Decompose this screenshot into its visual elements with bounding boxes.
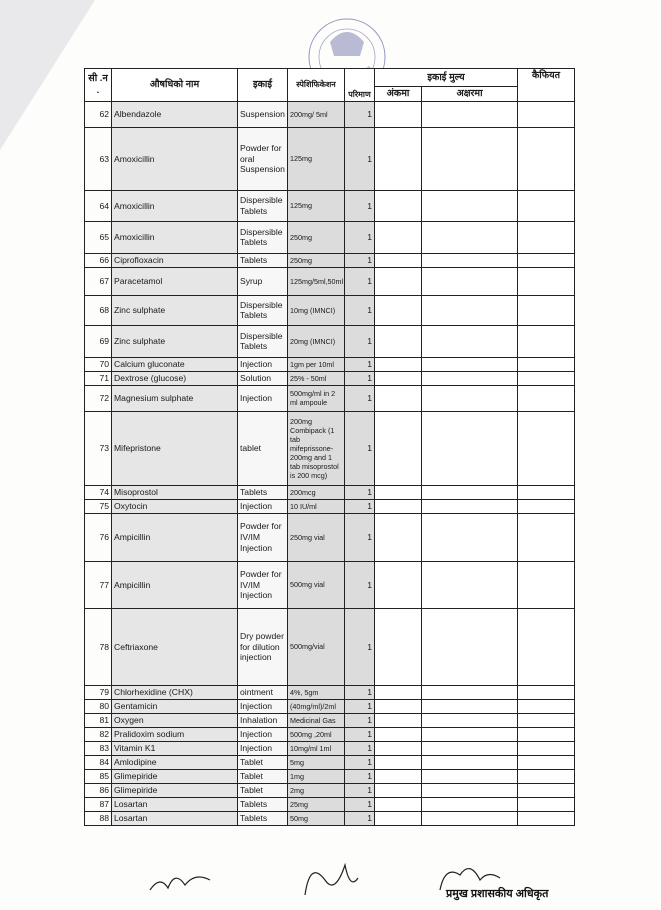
row-sn: 82 — [85, 727, 112, 741]
table-row — [85, 513, 575, 561]
header-spec: स्पेशिफिकेशन — [288, 69, 345, 102]
row-in-figures — [375, 769, 422, 783]
row-remarks — [518, 783, 575, 797]
row-remarks — [518, 811, 575, 825]
row-in-words — [422, 190, 518, 221]
row-in-words — [422, 741, 518, 755]
row-unit: Injection — [238, 499, 288, 513]
table-row — [85, 485, 575, 499]
row-sn: 69 — [85, 325, 112, 357]
row-name: Gentamicin — [112, 699, 238, 713]
row-sn: 88 — [85, 811, 112, 825]
officer-stamp-text: प्रमुख प्रशासकीय अधिकृत — [446, 888, 549, 900]
row-qty: 1 — [345, 755, 375, 769]
row-sn: 77 — [85, 561, 112, 608]
header-unit: इकाई — [238, 69, 288, 102]
row-qty: 1 — [345, 769, 375, 783]
row-spec: 25mg — [288, 797, 345, 811]
row-remarks — [518, 411, 575, 485]
row-sn: 64 — [85, 190, 112, 221]
row-in-figures — [375, 253, 422, 267]
row-qty: 1 — [345, 783, 375, 797]
row-remarks — [518, 699, 575, 713]
table-row — [85, 741, 575, 755]
row-unit: Suspension — [238, 101, 288, 127]
row-name: Oxygen — [112, 713, 238, 727]
row-remarks — [518, 325, 575, 357]
row-unit: Tablets — [238, 797, 288, 811]
row-remarks — [518, 797, 575, 811]
row-sn: 83 — [85, 741, 112, 755]
row-sn: 66 — [85, 253, 112, 267]
row-name: Losartan — [112, 811, 238, 825]
row-spec: 4%, 5gm — [288, 685, 345, 699]
table-row — [85, 267, 575, 295]
row-in-figures — [375, 755, 422, 769]
row-in-figures — [375, 513, 422, 561]
row-remarks — [518, 727, 575, 741]
row-qty: 1 — [345, 253, 375, 267]
table-row — [85, 295, 575, 325]
header-in-words: अक्षरमा — [422, 87, 518, 102]
row-spec: 1mg — [288, 769, 345, 783]
row-sn: 76 — [85, 513, 112, 561]
row-qty: 1 — [345, 221, 375, 253]
row-name: Dextrose (glucose) — [112, 371, 238, 385]
row-spec: 2mg — [288, 783, 345, 797]
row-sn: 70 — [85, 357, 112, 371]
row-spec: 200mg/ 5ml — [288, 101, 345, 127]
table-row — [85, 811, 575, 825]
row-in-figures — [375, 699, 422, 713]
table-row — [85, 253, 575, 267]
row-sn: 67 — [85, 267, 112, 295]
row-in-words — [422, 713, 518, 727]
row-qty: 1 — [345, 485, 375, 499]
row-remarks — [518, 769, 575, 783]
row-remarks — [518, 561, 575, 608]
medicine-table — [84, 68, 575, 826]
row-name: Chlorhexidine (CHX) — [112, 685, 238, 699]
row-spec: 250mg — [288, 221, 345, 253]
row-in-words — [422, 267, 518, 295]
row-in-figures — [375, 371, 422, 385]
row-spec: 500mg/ml in 2 ml ampoule — [288, 385, 345, 411]
row-remarks — [518, 295, 575, 325]
row-name: Amoxicillin — [112, 127, 238, 190]
row-spec: (40mg/ml)/2ml — [288, 699, 345, 713]
row-sn: 74 — [85, 485, 112, 499]
row-unit: Tablet — [238, 769, 288, 783]
row-in-figures — [375, 295, 422, 325]
row-qty: 1 — [345, 267, 375, 295]
table-row — [85, 727, 575, 741]
row-name: Paracetamol — [112, 267, 238, 295]
row-spec: 125mg — [288, 127, 345, 190]
row-in-words — [422, 325, 518, 357]
row-in-words — [422, 485, 518, 499]
row-in-figures — [375, 485, 422, 499]
row-in-figures — [375, 811, 422, 825]
table-row — [85, 411, 575, 485]
row-in-figures — [375, 727, 422, 741]
row-qty: 1 — [345, 295, 375, 325]
row-sn: 85 — [85, 769, 112, 783]
row-unit: Tablets — [238, 811, 288, 825]
row-name: Calcium gluconate — [112, 357, 238, 371]
row-sn: 81 — [85, 713, 112, 727]
row-sn: 75 — [85, 499, 112, 513]
row-in-words — [422, 253, 518, 267]
row-unit: Powder for oral Suspension — [238, 127, 288, 190]
row-qty: 1 — [345, 685, 375, 699]
table-row — [85, 769, 575, 783]
row-in-figures — [375, 561, 422, 608]
row-sn: 80 — [85, 699, 112, 713]
row-in-words — [422, 769, 518, 783]
row-remarks — [518, 101, 575, 127]
row-unit: Injection — [238, 741, 288, 755]
row-in-figures — [375, 741, 422, 755]
row-remarks — [518, 253, 575, 267]
row-name: Ciprofloxacin — [112, 253, 238, 267]
row-qty: 1 — [345, 371, 375, 385]
row-sn: 65 — [85, 221, 112, 253]
table-row — [85, 499, 575, 513]
row-name: Oxytocin — [112, 499, 238, 513]
table-row — [85, 127, 575, 190]
row-in-figures — [375, 190, 422, 221]
row-spec: 10 IU/ml — [288, 499, 345, 513]
table-row — [85, 385, 575, 411]
row-spec: 200mcg — [288, 485, 345, 499]
row-spec: 50mg — [288, 811, 345, 825]
row-remarks — [518, 685, 575, 699]
row-name: Magnesium sulphate — [112, 385, 238, 411]
table-row — [85, 797, 575, 811]
row-in-figures — [375, 685, 422, 699]
row-in-words — [422, 513, 518, 561]
row-remarks — [518, 499, 575, 513]
table-row — [85, 713, 575, 727]
row-unit: Solution — [238, 371, 288, 385]
row-unit: Injection — [238, 385, 288, 411]
table-row — [85, 783, 575, 797]
row-spec: 250mg — [288, 253, 345, 267]
signature-middle — [305, 865, 358, 895]
row-remarks — [518, 713, 575, 727]
row-spec: 500mg vial — [288, 561, 345, 608]
row-qty: 1 — [345, 101, 375, 127]
row-spec: 200mg Combipack (1 tab mifeprissone-200mg and 1 tab misoprostol is 200 mcg) — [288, 411, 345, 485]
row-in-words — [422, 295, 518, 325]
row-in-words — [422, 499, 518, 513]
row-unit: Injection — [238, 727, 288, 741]
row-sn: 72 — [85, 385, 112, 411]
row-in-figures — [375, 783, 422, 797]
row-in-figures — [375, 608, 422, 685]
row-unit: Dry powder for dilution injection — [238, 608, 288, 685]
row-remarks — [518, 221, 575, 253]
row-remarks — [518, 357, 575, 371]
row-in-words — [422, 755, 518, 769]
row-qty: 1 — [345, 741, 375, 755]
row-qty: 1 — [345, 127, 375, 190]
row-spec: 250mg vial — [288, 513, 345, 561]
row-unit: Dispersible Tablets — [238, 295, 288, 325]
table-row — [85, 699, 575, 713]
row-unit: Powder for IV/IM Injection — [238, 561, 288, 608]
row-spec: 25% - 50ml — [288, 371, 345, 385]
row-spec: 5mg — [288, 755, 345, 769]
header-qty: परिमाण — [345, 69, 375, 102]
row-name: Amlodipine — [112, 755, 238, 769]
row-unit: Dispersible Tablets — [238, 221, 288, 253]
row-in-words — [422, 561, 518, 608]
row-spec: 500mg/vial — [288, 608, 345, 685]
row-qty: 1 — [345, 699, 375, 713]
table-row — [85, 608, 575, 685]
row-sn: 73 — [85, 411, 112, 485]
table-row — [85, 371, 575, 385]
row-in-words — [422, 797, 518, 811]
row-in-words — [422, 727, 518, 741]
table-row — [85, 357, 575, 371]
row-in-figures — [375, 101, 422, 127]
row-unit: Tablet — [238, 783, 288, 797]
row-in-figures — [375, 385, 422, 411]
row-remarks — [518, 267, 575, 295]
header-sn: सी .न . — [85, 69, 112, 102]
row-qty: 1 — [345, 499, 375, 513]
header-remarks: कैफियत — [518, 69, 575, 102]
row-remarks — [518, 608, 575, 685]
row-in-words — [422, 357, 518, 371]
row-sn: 86 — [85, 783, 112, 797]
row-sn: 78 — [85, 608, 112, 685]
row-remarks — [518, 485, 575, 499]
signature-left — [150, 877, 210, 890]
row-in-words — [422, 411, 518, 485]
row-qty: 1 — [345, 513, 375, 561]
row-qty: 1 — [345, 713, 375, 727]
row-spec: 125mg — [288, 190, 345, 221]
row-spec: 10mg (IMNCI) — [288, 295, 345, 325]
row-spec: 125mg/5ml,50ml — [288, 267, 345, 295]
row-sn: 87 — [85, 797, 112, 811]
row-name: Losartan — [112, 797, 238, 811]
row-remarks — [518, 371, 575, 385]
row-name: Vitamin K1 — [112, 741, 238, 755]
row-remarks — [518, 741, 575, 755]
row-name: Glimepiride — [112, 769, 238, 783]
row-unit: Tablets — [238, 485, 288, 499]
row-sn: 71 — [85, 371, 112, 385]
row-qty: 1 — [345, 797, 375, 811]
row-sn: 68 — [85, 295, 112, 325]
row-in-words — [422, 608, 518, 685]
row-sn: 63 — [85, 127, 112, 190]
row-unit: Powder for IV/IM Injection — [238, 513, 288, 561]
row-qty: 1 — [345, 325, 375, 357]
signatures — [0, 850, 661, 910]
row-name: Ceftriaxone — [112, 608, 238, 685]
row-name: Zinc sulphate — [112, 295, 238, 325]
row-spec: 500mg ,20ml — [288, 727, 345, 741]
row-sn: 62 — [85, 101, 112, 127]
row-in-words — [422, 371, 518, 385]
row-unit: ointment — [238, 685, 288, 699]
table-row — [85, 221, 575, 253]
row-name: Amoxicillin — [112, 190, 238, 221]
row-in-figures — [375, 267, 422, 295]
row-in-figures — [375, 357, 422, 371]
row-in-words — [422, 221, 518, 253]
row-unit: Tablet — [238, 755, 288, 769]
header-unit-price: इकाई मुल्य — [375, 69, 518, 87]
row-in-words — [422, 699, 518, 713]
row-unit: Injection — [238, 357, 288, 371]
row-qty: 1 — [345, 727, 375, 741]
row-spec: 1gm per 10ml — [288, 357, 345, 371]
row-sn: 84 — [85, 755, 112, 769]
row-remarks — [518, 755, 575, 769]
row-in-figures — [375, 797, 422, 811]
row-sn: 79 — [85, 685, 112, 699]
row-in-words — [422, 685, 518, 699]
row-in-figures — [375, 325, 422, 357]
row-name: Zinc sulphate — [112, 325, 238, 357]
row-unit: Dispersible Tablets — [238, 190, 288, 221]
table-row — [85, 325, 575, 357]
header-name: औषधिको नाम — [112, 69, 238, 102]
table-row — [85, 561, 575, 608]
row-in-words — [422, 811, 518, 825]
row-name: Ampicillin — [112, 561, 238, 608]
row-qty: 1 — [345, 357, 375, 371]
row-remarks — [518, 513, 575, 561]
row-unit: Inhalation — [238, 713, 288, 727]
row-in-words — [422, 783, 518, 797]
row-qty: 1 — [345, 811, 375, 825]
row-qty: 1 — [345, 190, 375, 221]
row-unit: Tablets — [238, 253, 288, 267]
row-in-figures — [375, 127, 422, 190]
row-in-figures — [375, 713, 422, 727]
row-unit: Dispersible Tablets — [238, 325, 288, 357]
row-name: Albendazole — [112, 101, 238, 127]
row-spec: 10mg/ml 1ml — [288, 741, 345, 755]
page-fold — [0, 0, 95, 150]
row-qty: 1 — [345, 561, 375, 608]
row-name: Mifepristone — [112, 411, 238, 485]
row-in-words — [422, 127, 518, 190]
row-qty: 1 — [345, 608, 375, 685]
row-name: Misoprostol — [112, 485, 238, 499]
table-row — [85, 101, 575, 127]
row-name: Amoxicillin — [112, 221, 238, 253]
row-remarks — [518, 190, 575, 221]
row-name: Pralidoxim sodium — [112, 727, 238, 741]
row-spec: Medicinal Gas — [288, 713, 345, 727]
row-remarks — [518, 385, 575, 411]
table-row — [85, 190, 575, 221]
row-in-words — [422, 385, 518, 411]
row-in-figures — [375, 411, 422, 485]
row-spec: 20mg (IMNCI) — [288, 325, 345, 357]
row-name: Ampicillin — [112, 513, 238, 561]
row-name: Glimepiride — [112, 783, 238, 797]
table-row — [85, 685, 575, 699]
row-qty: 1 — [345, 411, 375, 485]
row-qty: 1 — [345, 385, 375, 411]
row-unit: tablet — [238, 411, 288, 485]
row-in-figures — [375, 499, 422, 513]
row-in-words — [422, 101, 518, 127]
table-row — [85, 755, 575, 769]
row-in-figures — [375, 221, 422, 253]
header-in-figures: अंकमा — [375, 87, 422, 102]
row-unit: Injection — [238, 699, 288, 713]
row-unit: Syrup — [238, 267, 288, 295]
row-remarks — [518, 127, 575, 190]
